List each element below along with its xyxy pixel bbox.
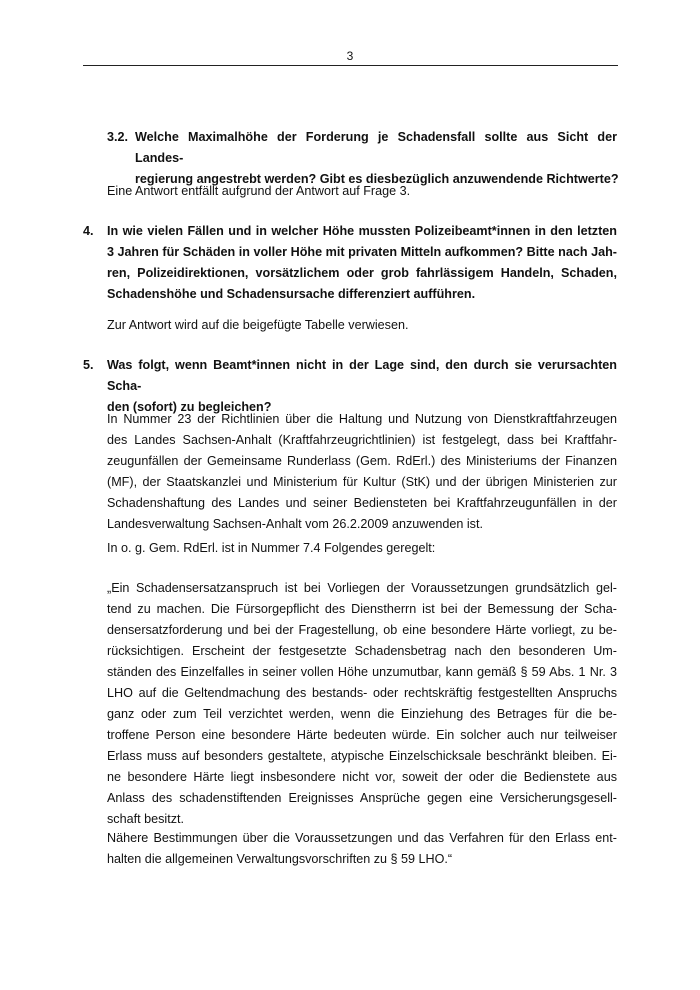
quote-line: ganz oder zum Teil verzichtet werden, wenn die Einziehung des Betrages für die be-: [107, 707, 617, 721]
quote-line: ständen des Einzelfalles in seiner vollen Höhe unzumutbar, kann gemäß § 59 Abs. 1 Nr. 3: [107, 665, 617, 679]
answer-3-2-text: Eine Antwort entfällt aufgrund der Antwort auf Frage 3.: [107, 184, 411, 198]
answer-5-line: In Nummer 23 der Richtlinien über die Haltung und Nutzung von Dienstkraftfahrzeugen: [107, 412, 617, 426]
answer-4-text: Zur Antwort wird auf die beigefügte Tabelle verwiesen.: [107, 318, 409, 332]
answer-3-2: [107, 181, 617, 202]
answer-5-final-paragraph: [107, 828, 617, 870]
legal-quote: [107, 578, 617, 830]
question-4: [83, 221, 617, 305]
quote-line: troffene Person eine besondere Härte bedeuten würde. Ein solcher auch nur teilweiser: [107, 728, 617, 742]
final-line: halten die allgemeinen Verwaltungsvorschriften zu § 59 LHO.“: [107, 852, 453, 866]
question-3-2-line: regierung angestrebt werden? Gibt es diesbezüglich anzuwendende Richtwerte?: [135, 172, 619, 186]
question-4-line: In wie vielen Fällen und in welcher Höhe mussten Polizeibeamt*innen in den letzten: [107, 224, 617, 238]
quote-line: rücksichtigen. Erscheint der festgesetzte Schadensbetrag nach den besonderen Um-: [107, 644, 617, 658]
question-4-line: Schadenshöhe und Schadensursache differenziert aufführen.: [107, 287, 476, 301]
quote-line: Erlass muss auf besonders gestaltete, atypische Einzelschicksale beschränkt bleiben. Ei-: [107, 749, 617, 763]
answer-5-line: des Landes Sachsen-Anhalt (Kraftfahrzeugrichtlinien) ist festgelegt, dass bei Kraftfahr-: [107, 433, 617, 447]
answer-5-line: zeugunfällen der Gemeinsame Runderlass (Gem. RdErl.) des Ministeriums der Finanzen: [107, 454, 617, 468]
header-rule: [83, 65, 618, 66]
answer-5-line: Schadenshaftung des Landes und seiner Bediensteten bei Kraftfahrzeugunfällen in der: [107, 496, 617, 510]
page-number: 3: [346, 49, 354, 63]
question-5-line: Was folgt, wenn Beamt*innen nicht in der Lage sind, den durch sie verursachten Scha-: [107, 358, 617, 393]
answer-5-line: Landesverwaltung Sachsen-Anhalt vom 26.2.2009 anzuwenden ist.: [107, 517, 483, 531]
question-4-line: ren, Polizeidirektionen, vorsätzlichem oder grob fahrlässigem Handeln, Schaden,: [107, 266, 617, 280]
quote-line: tend zu machen. Die Fürsorgepflicht des Dienstherrn ist bei der Bemessung der Scha-: [107, 602, 617, 616]
quote-line: schaft besitzt.: [107, 812, 184, 826]
answer-5-line: (MF), der Staatskanzlei und Ministerium für Kultur (StK) und der übrigen Ministerien zur: [107, 475, 617, 489]
answer-5-paragraph-2: [107, 538, 617, 559]
quote-line: densersatzforderung und bei der Fragestellung, ob eine besondere Härte vorliegt, zu be-: [107, 623, 617, 637]
quote-line: LHO auf die Geltendmachung des bestands- oder rechtskräftig festgestellten Anspruchs: [107, 686, 617, 700]
question-4-number: 4.: [83, 224, 94, 238]
answer-4: [107, 315, 617, 336]
question-4-line: 3 Jahren für Schäden in voller Höhe mit privaten Mitteln aufkommen? Bitte nach Jah-: [107, 245, 617, 259]
quote-line: ne besondere Härte liegt insbesondere nicht vor, soweit der oder die Bedienstete aus: [107, 770, 617, 784]
question-5-line: den (sofort) zu begleichen?: [107, 400, 272, 414]
quote-line: Anlass des schadenstiftenden Ereignisses Ansprüche gegen eine Versicherungsgesell-: [107, 791, 617, 805]
question-3-2-number: 3.2.: [107, 130, 129, 144]
answer-5-line: In o. g. Gem. RdErl. ist in Nummer 7.4 Folgendes geregelt:: [107, 541, 436, 555]
question-5-number: 5.: [83, 358, 94, 372]
quote-line: „Ein Schadensersatzanspruch ist bei Vorliegen der Voraussetzungen grundsätzlich gel-: [107, 581, 617, 595]
question-3-2-line: Welche Maximalhöhe der Forderung je Schadensfall sollte aus Sicht der Landes-: [135, 130, 617, 165]
final-line: Nähere Bestimmungen über die Voraussetzungen und das Verfahren für den Erlass ent-: [107, 831, 617, 845]
answer-5-paragraph-1: [107, 409, 617, 535]
